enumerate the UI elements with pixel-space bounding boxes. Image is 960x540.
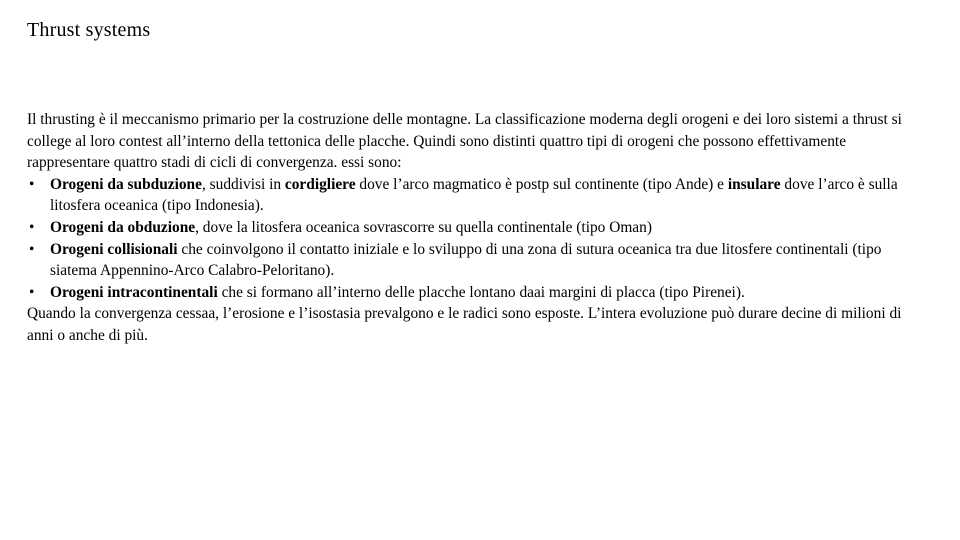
term-collisional-orogens: Orogeni collisionali: [50, 240, 178, 258]
term-subduction-orogens: Orogeni da subduzione: [50, 175, 202, 193]
list-item-intracontinental: [27, 282, 927, 304]
bullet-icon: •: [29, 175, 35, 193]
orogen-types-list: [27, 174, 927, 304]
list-item-collisional: [27, 239, 927, 282]
slide-body: [27, 109, 927, 347]
list-item-text: che si formano all’interno delle placche lontano daai margini di placca (tipo Pirenei).: [217, 283, 745, 301]
term-intracontinental-orogens: Orogeni intracontinentali: [50, 283, 218, 301]
list-item-obduction: [27, 217, 927, 239]
list-item-subduction: [27, 174, 927, 217]
list-item-text: , suddivisi in: [201, 175, 285, 193]
list-item-text: dove l’arco magmatico è postp sul continente (tipo Ande) e: [355, 175, 728, 193]
term-cordillera: cordigliere: [284, 175, 356, 193]
list-item-text: che coinvolgono il contatto iniziale e lo sviluppo di una zona di sutura oceanica tra due litosfere continentali (tipo siatema Appennino-Arco Calabro-Peloritano).: [50, 240, 882, 280]
term-insular: insulare: [727, 175, 781, 193]
intro-paragraph: Il thrusting è il meccanismo primario per la costruzione delle montagne. La classificazione moderna degli orogeni e dei loro sistemi a thrust si college al loro contest all’interno della tettonica delle placche. Quindi sono distinti quattro tipi di orogeni che possono effettivamente rappresentare quattro stadi di cicli di convergenza. essi sono:: [27, 111, 902, 172]
term-obduction-orogens: Orogeni da obduzione: [50, 218, 196, 236]
closing-paragraph: Quando la convergenza cessaa, l’erosione e l’isostasia prevalgono e le radici sono esposte. L’intera evoluzione può durare decine di milioni di anni o anche di più.: [27, 305, 902, 344]
list-item-text: , dove la litosfera oceanica sovrascorre su quella continentale (tipo Oman): [195, 218, 652, 236]
list-item-text: dove l’arco è sulla litosfera oceanica (tipo Indonesia).: [50, 175, 898, 215]
bullet-icon: •: [29, 218, 35, 236]
bullet-icon: •: [29, 283, 35, 301]
bullet-icon: •: [29, 240, 35, 258]
slide-title: Thrust systems: [27, 19, 151, 41]
